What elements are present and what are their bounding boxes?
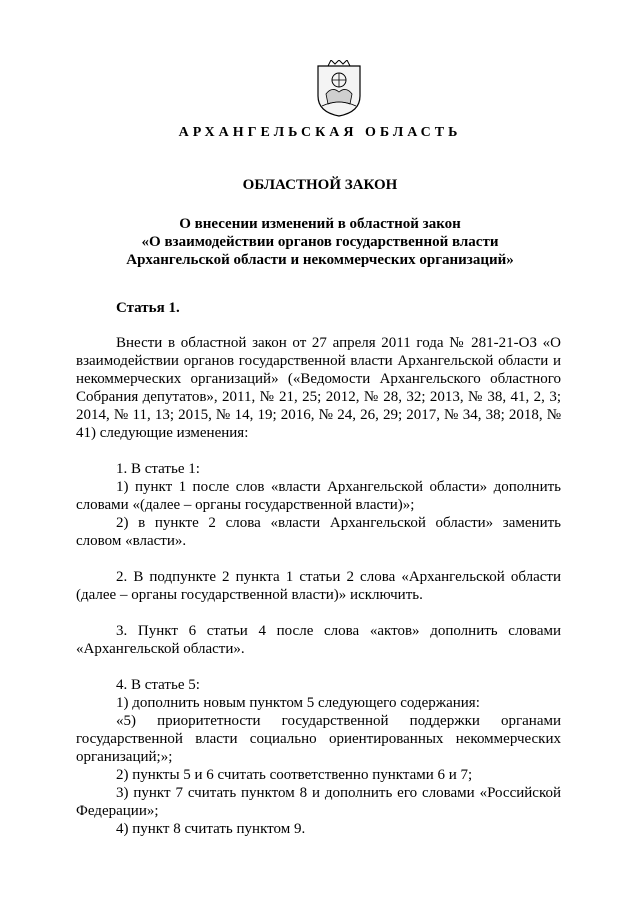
item4-title: 4. В статье 5: bbox=[116, 677, 200, 693]
law-title-line: О внесении изменений в областной закон bbox=[179, 216, 461, 232]
intro-paragraph: Внести в областной закон от 27 апреля 2011 года № 281-21-ОЗ «О взаимодействии органов государственной власти Архангельской области и некоммерческих организаций» («Ведомости Архангельского областного Собрания депутатов», 2011, № 21, 25; 2012, № 28, 32; 2013, № 38, 41, 2, 3; 2014, № 11, 13; 2015, № 14, 19; 2016, № 24, 26, 29; 2017, № 34, 38; 2018, № 41) следующие изменения: bbox=[76, 335, 561, 441]
law-title bbox=[110, 215, 530, 269]
item1-paragraph-2: 2) в пункте 2 слова «власти Архангельской области» заменить словом «власти». bbox=[76, 515, 561, 549]
item2-paragraph: 2. В подпункте 2 пункта 1 статьи 2 слова «Архангельской области (далее – органы государственной власти)» исключить. bbox=[76, 569, 561, 603]
item3-paragraph: 3. Пункт 6 статьи 4 после слова «актов» дополнить словами «Архангельской области». bbox=[76, 623, 561, 657]
item4-paragraph-2: «5) приоритетности государственной поддержки органами государственной власти социально ориентированных некоммерческих организаций;»; bbox=[76, 713, 561, 765]
item4-paragraph-3: 2) пункты 5 и 6 считать соответственно пунктами 6 и 7; bbox=[116, 767, 473, 783]
region-name: АРХАНГЕЛЬСКАЯ ОБЛАСТЬ bbox=[178, 125, 462, 140]
coat-of-arms-emblem bbox=[314, 60, 364, 118]
article-heading: Статья 1. bbox=[116, 300, 180, 316]
item1-paragraph-1: 1) пункт 1 после слов «власти Архангельской области» дополнить словами «(далее – органы государственной власти)»; bbox=[76, 479, 561, 513]
item4-paragraph-1: 1) дополнить новым пунктом 5 следующего содержания: bbox=[116, 695, 480, 711]
item1-title: 1. В статье 1: bbox=[116, 461, 200, 477]
law-title-line: «О взаимодействии органов государственной власти bbox=[141, 234, 499, 250]
law-title-line: Архангельской области и некоммерческих организаций» bbox=[126, 252, 514, 268]
item4-paragraph-4: 3) пункт 7 считать пунктом 8 и дополнить его словами «Российской Федерации»; bbox=[76, 785, 561, 819]
law-body bbox=[76, 334, 561, 838]
document-type: ОБЛАСТНОЙ ЗАКОН bbox=[242, 177, 398, 193]
item4-paragraph-5: 4) пункт 8 считать пунктом 9. bbox=[116, 821, 306, 837]
